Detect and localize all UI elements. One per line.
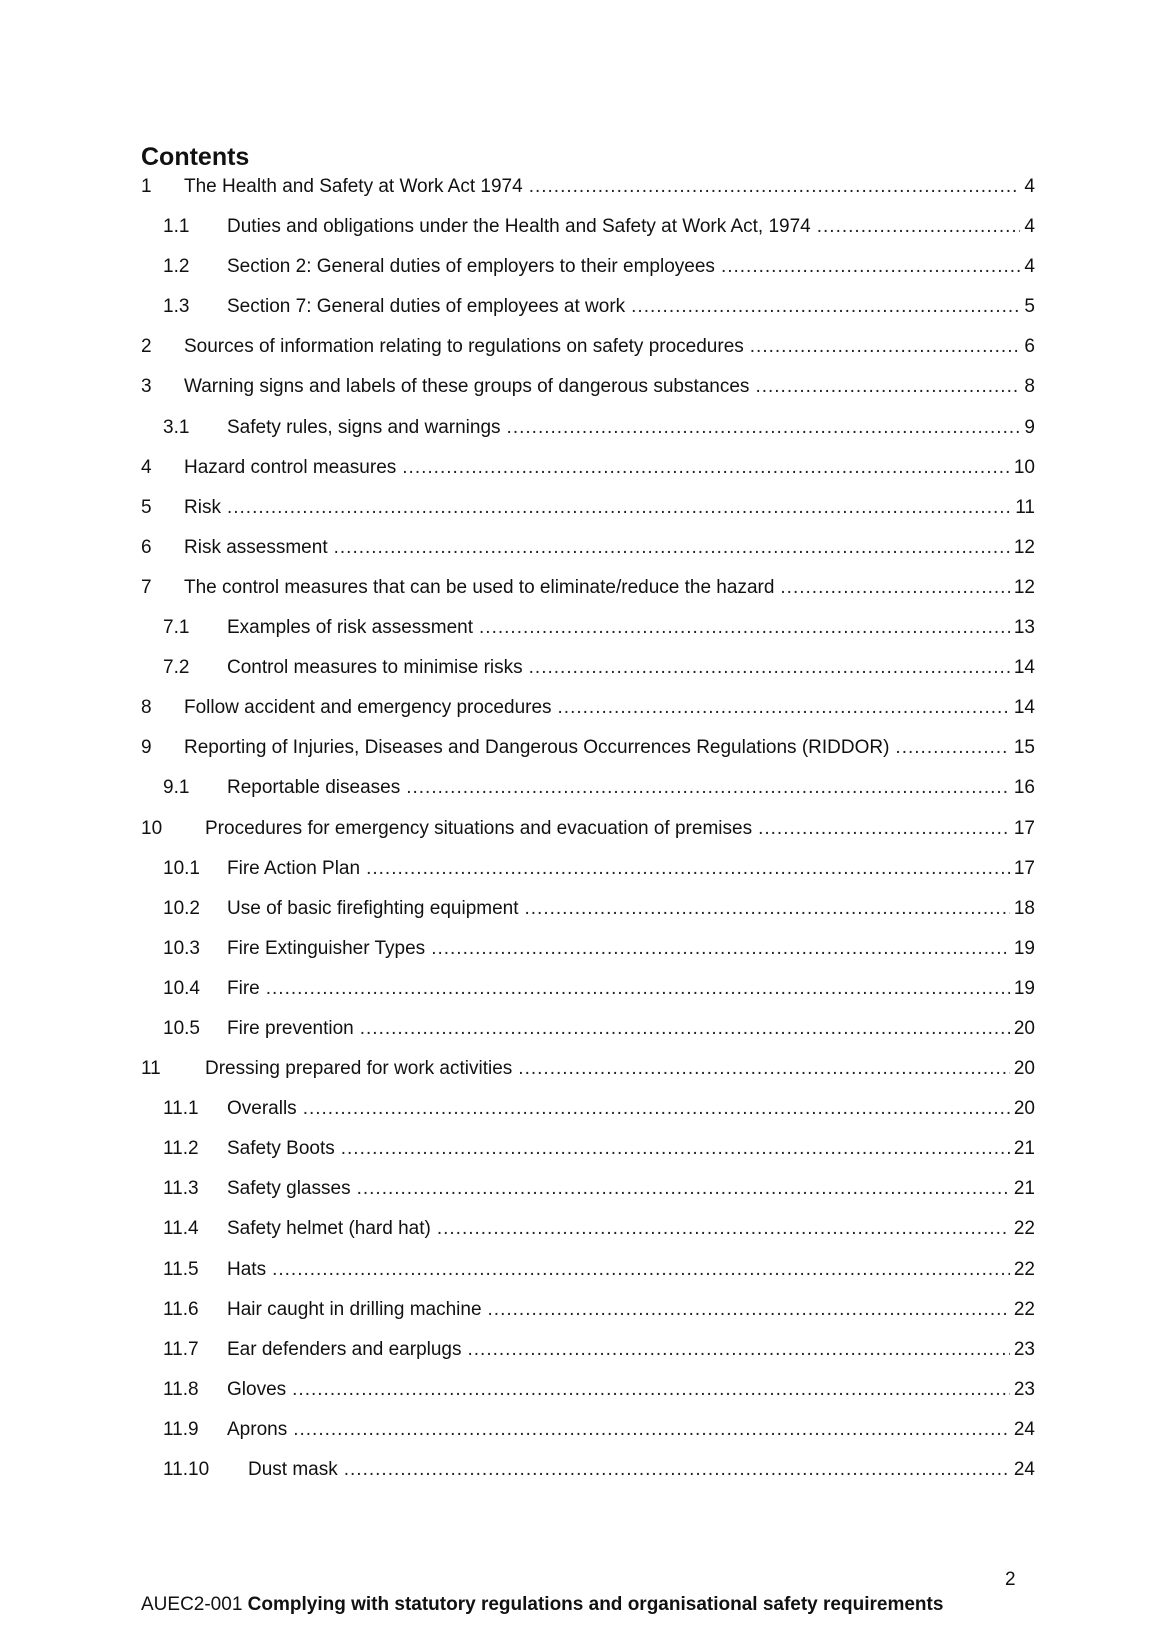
toc-entry[interactable]	[141, 1379, 1035, 1419]
toc-entry-title[interactable]: Examples of risk assessment	[227, 617, 474, 639]
toc-entry-number: 4	[141, 456, 152, 478]
toc-entry[interactable]	[141, 376, 1035, 416]
toc-entry-number: 1	[141, 176, 152, 197]
toc-dot-leader	[780, 577, 1009, 599]
toc-dot-leader	[292, 1379, 1010, 1401]
toc-entry-number: 9	[141, 737, 152, 759]
toc-entry-title[interactable]: Aprons	[227, 1418, 288, 1440]
toc-entry-number: 6	[141, 536, 152, 558]
toc-entry-title[interactable]: The control measures that can be used to eliminate/reduce the hazard	[184, 576, 775, 598]
toc-entry[interactable]	[141, 256, 1035, 296]
toc-entry-page[interactable]: 17	[1013, 817, 1035, 839]
toc-entry[interactable]	[141, 1459, 1035, 1499]
table-of-contents	[141, 176, 1035, 1499]
toc-entry-page[interactable]: 9	[1024, 416, 1035, 438]
toc-dot-leader	[518, 1058, 1010, 1080]
toc-entry-title[interactable]: Reporting of Injuries, Diseases and Dangerous Occurrences Regulations (RIDDOR)	[184, 737, 890, 759]
toc-entry[interactable]	[141, 216, 1035, 256]
toc-entry-number: 7.1	[163, 617, 190, 639]
toc-entry-title[interactable]: Dust mask	[248, 1459, 338, 1480]
toc-dot-leader	[529, 657, 1010, 679]
toc-entry-number: 11.4	[163, 1218, 199, 1240]
toc-dot-leader	[293, 1419, 1010, 1441]
toc-entry-title[interactable]: Risk assessment	[184, 536, 328, 558]
toc-entry-number: 11.10	[163, 1459, 210, 1480]
toc-entry-page[interactable]: 22	[1013, 1218, 1035, 1240]
toc-entry-title[interactable]: Section 2: General duties of employers to their employees	[227, 256, 715, 278]
toc-entry-title[interactable]: Use of basic firefighting equipment	[227, 897, 519, 919]
toc-entry-page[interactable]: 24	[1013, 1459, 1035, 1480]
toc-entry-number: 2	[141, 336, 152, 358]
toc-entry-number: 3	[141, 376, 152, 398]
toc-entry-page[interactable]: 6	[1024, 336, 1035, 358]
toc-entry-page[interactable]: 22	[1013, 1258, 1035, 1280]
toc-entry-page[interactable]: 23	[1013, 1378, 1035, 1400]
toc-entry-number: 11	[141, 1058, 161, 1080]
toc-dot-leader	[341, 1138, 1010, 1160]
toc-entry[interactable]	[141, 176, 1035, 216]
toc-entry-page[interactable]: 19	[1013, 937, 1035, 959]
toc-dot-leader	[227, 497, 1011, 519]
toc-entry-title[interactable]: Warning signs and labels of these groups of dangerous substances	[184, 376, 750, 398]
toc-entry[interactable]	[141, 777, 1035, 817]
toc-dot-leader	[895, 737, 1009, 759]
toc-entry[interactable]	[141, 898, 1035, 938]
toc-entry-number: 11.6	[163, 1298, 199, 1320]
toc-entry[interactable]	[141, 978, 1035, 1018]
toc-entry-title[interactable]: Fire prevention	[227, 1017, 354, 1039]
toc-entry-page[interactable]: 12	[1013, 576, 1035, 598]
toc-entry-page[interactable]: 22	[1013, 1298, 1035, 1320]
toc-entry-title[interactable]: Safety helmet (hard hat)	[227, 1218, 431, 1240]
toc-entry-number: 7.2	[163, 657, 190, 679]
toc-dot-leader	[406, 777, 1010, 799]
toc-entry-page[interactable]: 21	[1013, 1178, 1035, 1200]
toc-dot-leader	[402, 457, 1010, 479]
toc-entry-title[interactable]: Sources of information relating to regulations on safety procedures	[184, 336, 744, 358]
toc-entry-page[interactable]: 15	[1013, 737, 1035, 759]
toc-entry[interactable]	[141, 457, 1035, 497]
toc-entry[interactable]	[141, 296, 1035, 336]
toc-dot-leader	[344, 1459, 1010, 1481]
toc-entry[interactable]	[141, 537, 1035, 577]
toc-dot-leader	[758, 818, 1010, 840]
toc-entry-title[interactable]: Overalls	[227, 1098, 297, 1120]
toc-entry-title[interactable]: Fire Action Plan	[227, 857, 361, 879]
toc-entry-title[interactable]: Safety glasses	[227, 1178, 351, 1200]
toc-dot-leader	[631, 296, 1020, 318]
toc-entry-title[interactable]: Hats	[227, 1258, 267, 1280]
toc-entry[interactable]	[141, 1058, 1035, 1098]
toc-entry[interactable]	[141, 697, 1035, 737]
toc-entry-page[interactable]: 12	[1013, 536, 1035, 558]
toc-dot-leader	[357, 1178, 1010, 1200]
toc-entry[interactable]	[141, 497, 1035, 537]
toc-entry[interactable]	[141, 657, 1035, 697]
toc-dot-leader	[488, 1299, 1010, 1321]
toc-dot-leader	[507, 417, 1021, 439]
toc-entry-page[interactable]: 20	[1013, 1058, 1035, 1080]
toc-entry-number: 10.4	[163, 977, 200, 999]
toc-entry-page[interactable]: 19	[1013, 977, 1035, 999]
toc-entry-number: 10	[141, 817, 163, 839]
toc-entry-title[interactable]: Safety rules, signs and warnings	[227, 416, 501, 438]
toc-entry-number: 1.1	[163, 216, 190, 238]
toc-entry-title[interactable]: Follow accident and emergency procedures	[184, 697, 552, 719]
toc-dot-leader	[721, 256, 1020, 278]
toc-entry-number: 11.3	[163, 1178, 199, 1200]
toc-entry-title[interactable]: Reportable diseases	[227, 777, 401, 799]
toc-dot-leader	[750, 336, 1021, 358]
toc-dot-leader	[529, 176, 1021, 198]
footer-course-code: AUEC2-001	[141, 1594, 243, 1615]
toc-entry-page[interactable]: 4	[1024, 176, 1035, 197]
toc-entry-page[interactable]: 4	[1024, 256, 1035, 278]
toc-dot-leader	[468, 1339, 1010, 1361]
toc-dot-leader	[525, 898, 1010, 920]
toc-entry-page[interactable]: 14	[1013, 697, 1035, 719]
toc-entry[interactable]	[141, 1419, 1035, 1459]
toc-entry-page[interactable]: 11	[1015, 496, 1035, 518]
toc-entry[interactable]	[141, 417, 1035, 457]
toc-entry-number: 10.3	[163, 937, 200, 959]
toc-entry-title[interactable]: Hazard control measures	[184, 456, 397, 478]
toc-entry[interactable]	[141, 1259, 1035, 1299]
toc-entry-title[interactable]: Fire	[227, 977, 260, 999]
toc-entry-number: 7	[141, 576, 152, 598]
toc-entry-page[interactable]: 5	[1024, 296, 1035, 318]
toc-entry-title[interactable]: Section 7: General duties of employees at work	[227, 296, 626, 318]
toc-entry-page[interactable]: 8	[1024, 376, 1035, 398]
toc-entry-title[interactable]: Gloves	[227, 1378, 287, 1400]
toc-entry-title[interactable]: Risk	[184, 496, 221, 518]
toc-entry-number: 10.2	[163, 897, 200, 919]
toc-entry-number: 1.2	[163, 256, 190, 278]
toc-dot-leader	[437, 1218, 1010, 1240]
toc-entry[interactable]	[141, 1299, 1035, 1339]
toc-entry-page[interactable]: 20	[1013, 1017, 1035, 1039]
toc-entry[interactable]	[141, 1339, 1035, 1379]
toc-dot-leader	[817, 216, 1021, 238]
page-number: 2	[1005, 1569, 1016, 1590]
toc-dot-leader	[366, 858, 1010, 880]
toc-heading: Contents	[141, 143, 250, 171]
toc-entry-title[interactable]: Fire Extinguisher Types	[227, 937, 426, 959]
toc-entry-title[interactable]: Dressing prepared for work activities	[205, 1058, 513, 1080]
toc-entry[interactable]	[141, 858, 1035, 898]
toc-entry-title[interactable]: Safety Boots	[227, 1138, 335, 1160]
toc-entry[interactable]	[141, 1138, 1035, 1178]
toc-entry-number: 11.1	[163, 1098, 199, 1120]
toc-dot-leader	[755, 376, 1020, 398]
footer-course-title: Complying with statutory regulations and organisational safety requirements	[247, 1594, 944, 1615]
toc-entry[interactable]	[141, 737, 1035, 777]
toc-entry-page[interactable]: 16	[1013, 777, 1035, 799]
toc-entry[interactable]	[141, 577, 1035, 617]
toc-entry-page[interactable]: 21	[1013, 1138, 1035, 1160]
toc-entry-page[interactable]: 17	[1013, 857, 1035, 879]
toc-entry-page[interactable]: 24	[1013, 1418, 1035, 1440]
toc-entry-number: 11.5	[163, 1258, 199, 1280]
toc-entry-title[interactable]: Ear defenders and earplugs	[227, 1338, 462, 1360]
toc-entry-title[interactable]: Duties and obligations under the Health and Safety at Work Act, 1974	[227, 216, 811, 238]
toc-entry-page[interactable]: 4	[1024, 216, 1035, 238]
toc-entry-number: 3.1	[163, 416, 190, 438]
toc-entry-title[interactable]: Control measures to minimise risks	[227, 657, 523, 679]
toc-entry-number: 10.1	[163, 857, 200, 879]
toc-dot-leader	[558, 697, 1010, 719]
toc-entry[interactable]	[141, 818, 1035, 858]
toc-entry-number: 11.8	[163, 1378, 199, 1400]
toc-entry-number: 10.5	[163, 1017, 200, 1039]
toc-entry-title[interactable]: Procedures for emergency situations and evacuation of premises	[205, 817, 753, 839]
toc-entry-number: 11.7	[163, 1338, 199, 1360]
toc-entry-page[interactable]: 14	[1013, 657, 1035, 679]
toc-entry-title[interactable]: Hair caught in drilling machine	[227, 1298, 482, 1320]
toc-dot-leader	[266, 978, 1010, 1000]
toc-entry-page[interactable]: 18	[1013, 897, 1035, 919]
toc-entry-number: 1.3	[163, 296, 190, 318]
toc-entry-title[interactable]: The Health and Safety at Work Act 1974	[184, 176, 523, 197]
toc-dot-leader	[360, 1018, 1010, 1040]
toc-entry-page[interactable]: 23	[1013, 1338, 1035, 1360]
toc-dot-leader	[303, 1098, 1010, 1120]
toc-entry[interactable]	[141, 1178, 1035, 1218]
toc-entry-number: 11.2	[163, 1138, 199, 1160]
toc-dot-leader	[334, 537, 1010, 559]
toc-entry-page[interactable]: 20	[1013, 1098, 1035, 1120]
toc-dot-leader	[479, 617, 1010, 639]
toc-entry-page[interactable]: 10	[1013, 456, 1035, 478]
toc-entry[interactable]	[141, 1018, 1035, 1058]
toc-entry[interactable]	[141, 336, 1035, 376]
toc-dot-leader	[272, 1259, 1010, 1281]
toc-entry-number: 11.9	[163, 1418, 199, 1440]
toc-entry-number: 9.1	[163, 777, 190, 799]
toc-entry-number: 8	[141, 697, 152, 719]
toc-entry[interactable]	[141, 617, 1035, 657]
toc-entry-number: 5	[141, 496, 152, 518]
toc-dot-leader	[431, 938, 1010, 960]
toc-entry-page[interactable]: 13	[1013, 617, 1035, 639]
toc-entry[interactable]	[141, 938, 1035, 978]
toc-entry[interactable]	[141, 1218, 1035, 1258]
toc-entry[interactable]	[141, 1098, 1035, 1138]
footer	[141, 1594, 943, 1616]
